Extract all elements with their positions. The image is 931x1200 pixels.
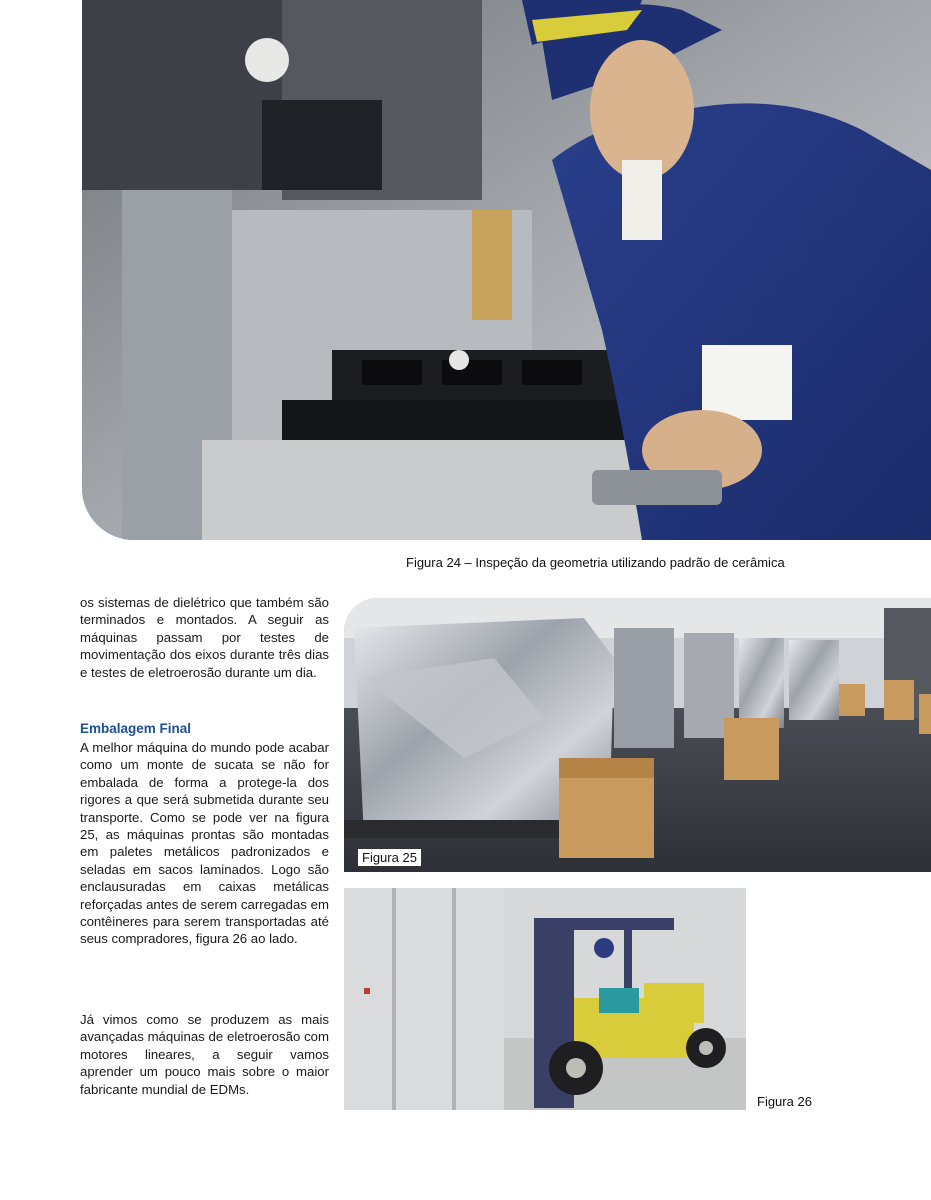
paragraph-text: os sistemas de dielétrico que também são terminados e montados. A seguir as máquinas passam por testes de movimentação dos eixos durante três dias e testes de eletroerosão durante um dia. bbox=[80, 595, 329, 680]
article-paragraph-1 bbox=[80, 594, 329, 681]
section-heading: Embalagem Final bbox=[80, 721, 192, 736]
paragraph-text: A melhor máquina do mundo pode acabar como um monte de sucata se não for embalada de forma a protege-la dos rigores a que será submetida durante seu transporte. Como se pode ver na figura 25, as máquinas prontas são montadas em paletes metálicos padronizados e seladas em sacos laminados. Logo são enclausuradas em caixas metálicas reforçadas antes de serem carregadas em contêineres para serem transportadas até seus compradores, figura 26 ao lado. bbox=[80, 740, 329, 947]
figure-24-photo bbox=[82, 0, 931, 540]
figure-24-caption: Figura 24 – Inspeção da geometria utilizando padrão de cerâmica bbox=[406, 555, 785, 570]
figure-25-label: Figura 25 bbox=[357, 848, 422, 867]
figure-26-photo bbox=[344, 888, 746, 1110]
figure-26-label: Figura 26 bbox=[757, 1094, 812, 1109]
figure-25-photo bbox=[344, 598, 931, 872]
article-paragraph-3 bbox=[80, 1011, 329, 1098]
article-paragraph-2 bbox=[80, 739, 329, 948]
paragraph-text: Já vimos como se produzem as mais avançadas máquinas de eletroerosão com motores lineares, a seguir vamos aprender um pouco mais sobre o maior fabricante mundial de EDMs. bbox=[80, 1012, 329, 1097]
